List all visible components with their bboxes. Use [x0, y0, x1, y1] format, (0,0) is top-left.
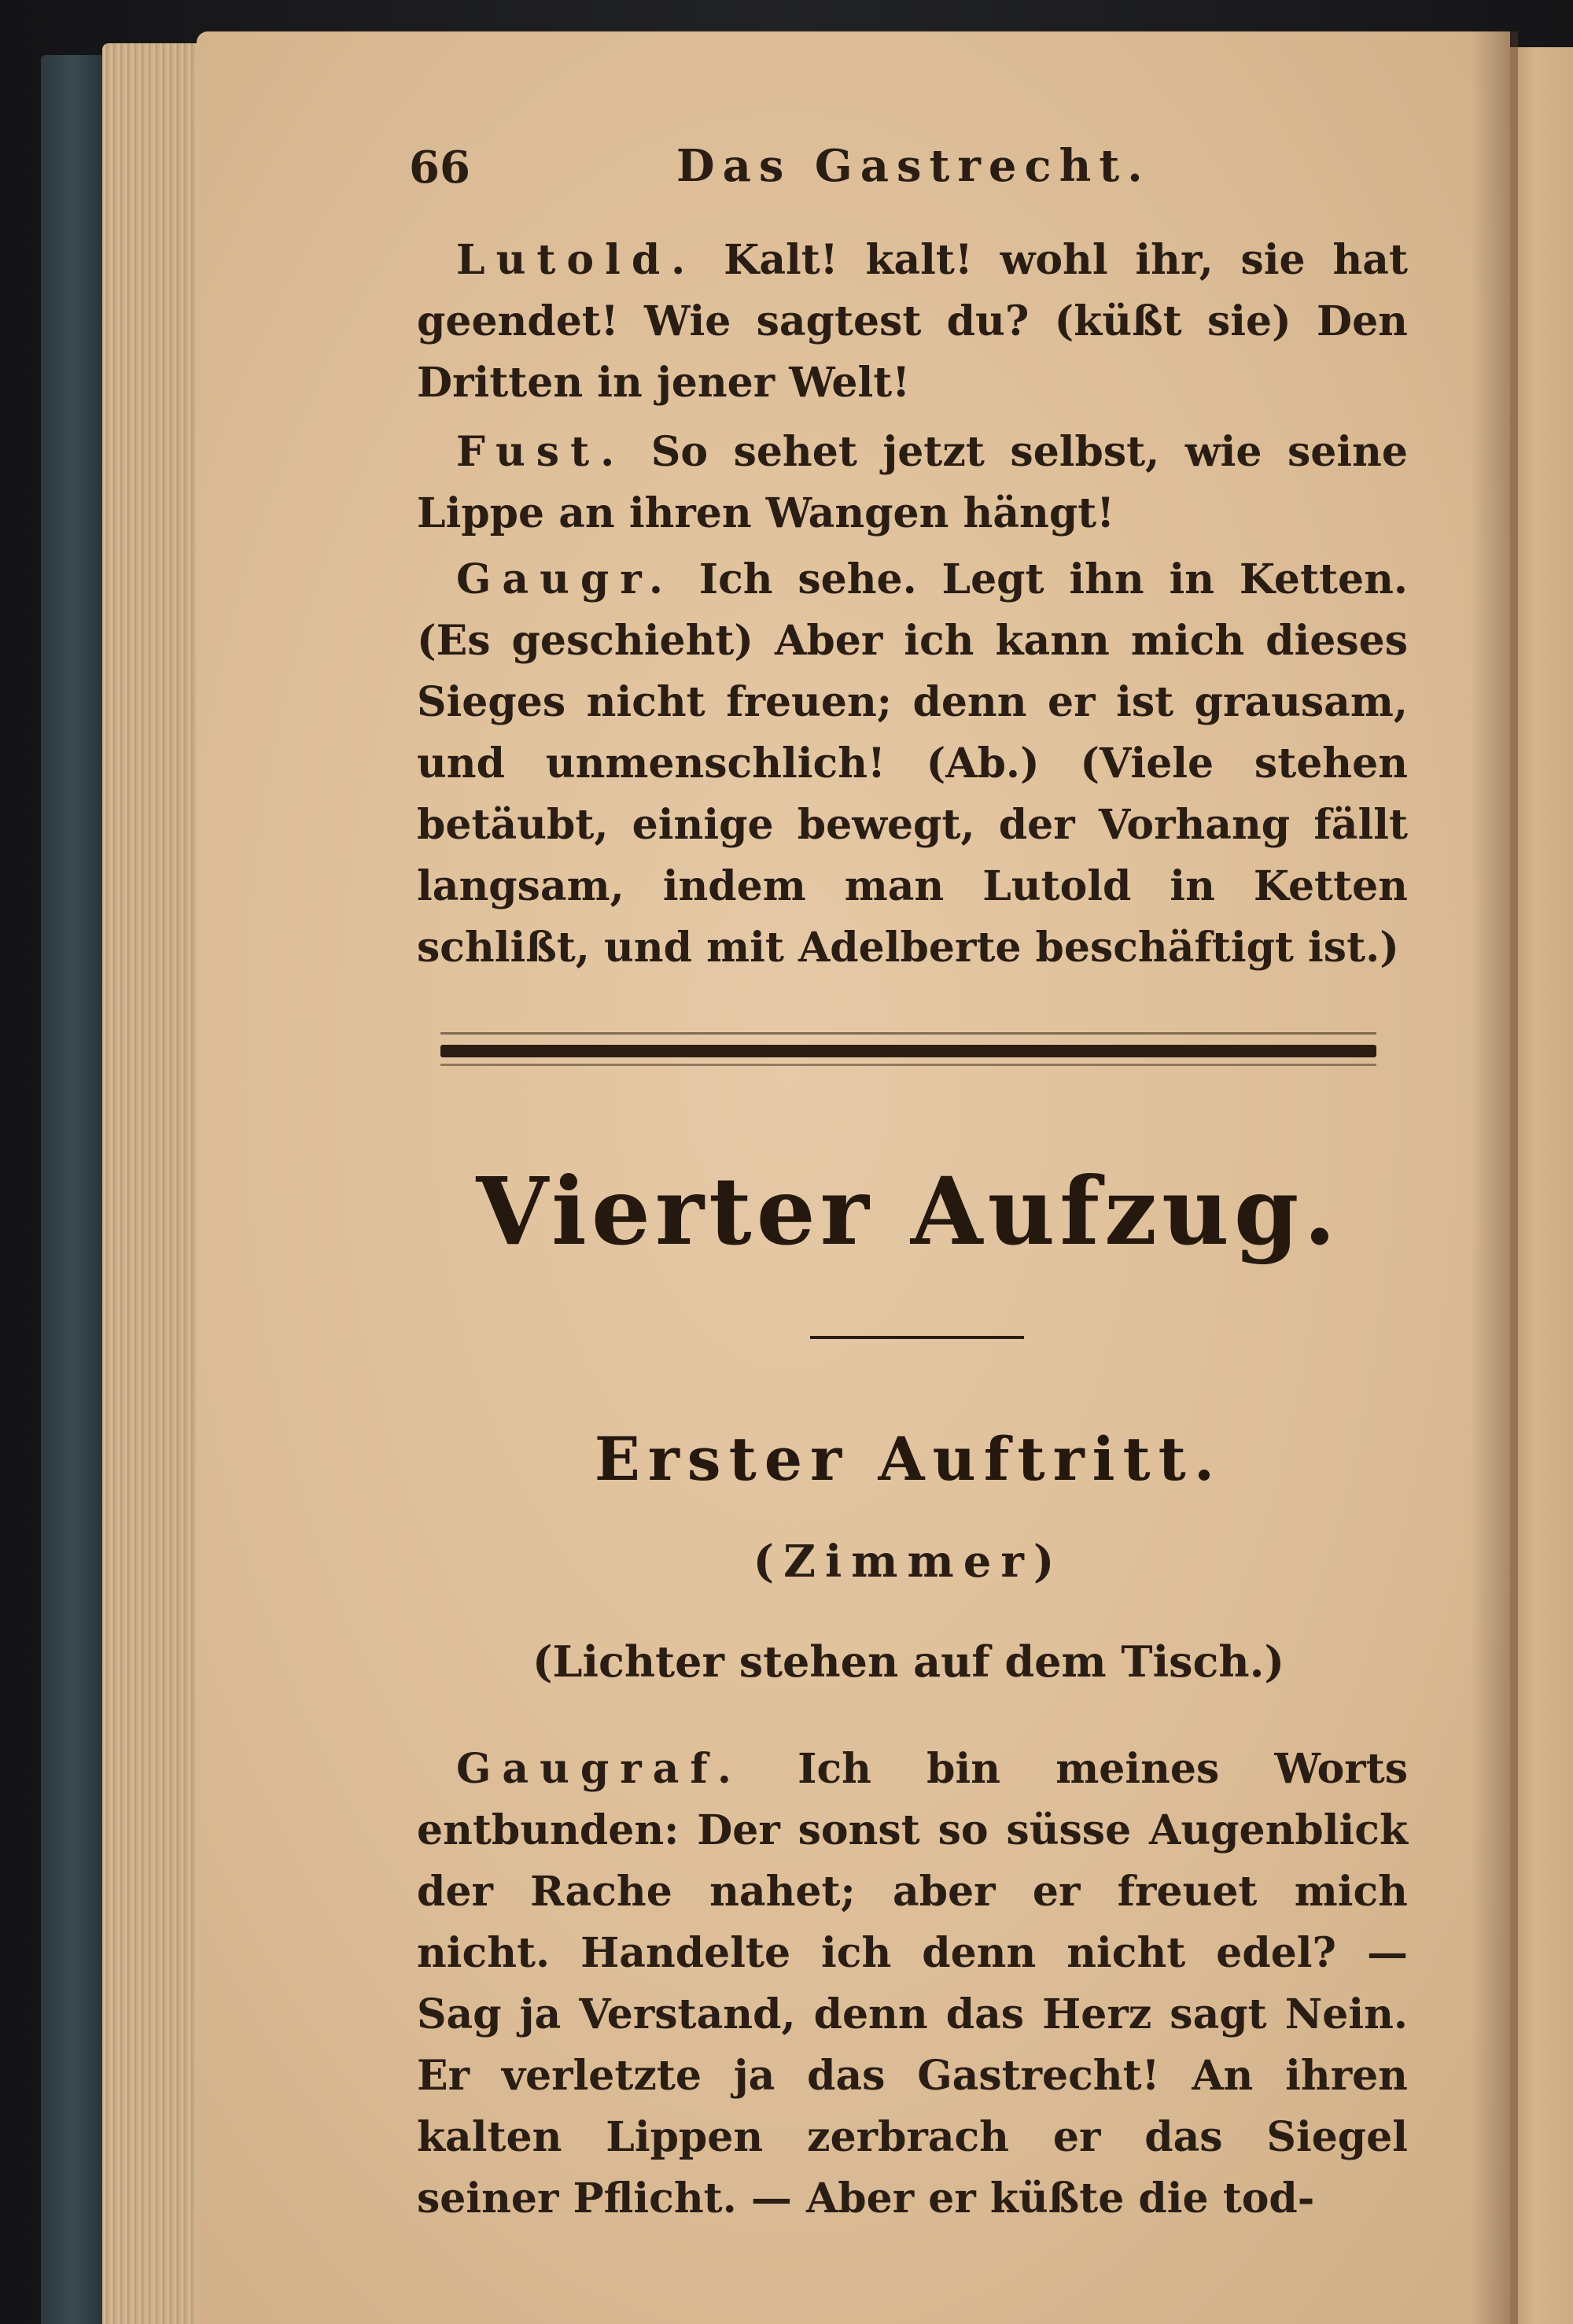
dialogue-paragraph	[417, 422, 1408, 544]
dialogue-text: Ich bin meines Worts entbunden: Der sonst so süsse Augenblick der Rache nahet; aber er freuet mich nicht. Handelte ich denn nicht edel? — Sag ja Verstand, denn das Herz sagt Nein. Er verletzte ja das Gastrecht! An ihren kalten Lippen zerbrach er das Siegel seiner Pflicht. — Aber er küßte die tod-	[417, 1745, 1408, 2223]
dialogue-paragraph	[417, 549, 1408, 979]
stage-direction: (Lichter stehen auf dem Tisch.)	[532, 1636, 1285, 1687]
dialogue-text: So sehet jetzt selbst, wie seine Lippe an ihren Wangen hängt!	[417, 428, 1409, 537]
speaker-name: Fust.	[456, 428, 626, 476]
dialogue-text: Ich sehe. Legt ihn in Ketten. (Es geschieht) Aber ich kann mich dieses Sieges nicht freuen; denn er ist grausam, und unmenschlich! (Ab.) (Viele stehen betäubt, einige bewegt, der Vorhang fällt langsam, indem man Lutold in Ketten schlißt, und mit Adelberte beschäftigt ist.)	[417, 555, 1408, 972]
running-title: Das Gastrecht.	[676, 140, 1151, 192]
dialogue-paragraph	[417, 1739, 1408, 2230]
divider-rule-thin	[440, 1032, 1376, 1035]
act-underline-rule	[810, 1336, 1024, 1339]
scene-heading: Erster Auftritt.	[594, 1424, 1223, 1494]
speaker-name: Gaugraf.	[456, 1745, 742, 1793]
dialogue-text: Kalt! kalt! wohl ihr, sie hat geendet! Wie sagtest du? (küßt sie) Den Dritten in jener Welt!	[417, 236, 1408, 407]
facing-page-edge	[1509, 47, 1573, 2324]
act-heading: Vierter Aufzug.	[476, 1156, 1341, 1266]
divider-rule-thick	[440, 1045, 1376, 1057]
page-number: 66	[409, 142, 470, 194]
dialogue-paragraph	[417, 230, 1408, 414]
scene-setting: (Zimmer)	[753, 1536, 1064, 1588]
divider-rule-thin	[440, 1064, 1376, 1066]
gutter-shadow	[1471, 31, 1518, 2324]
speaker-name: Lutold.	[456, 236, 697, 284]
speaker-name: Gaugr.	[456, 555, 674, 603]
